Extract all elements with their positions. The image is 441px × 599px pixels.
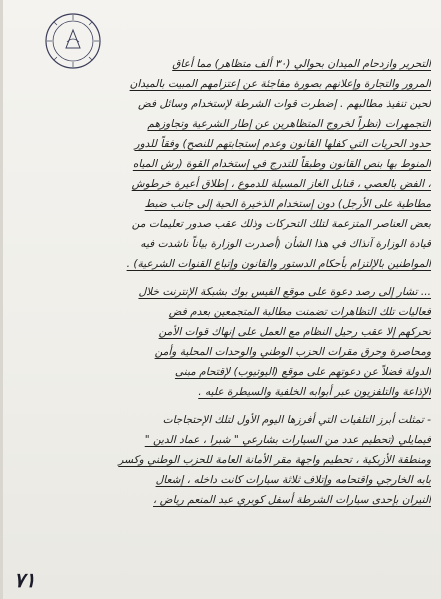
text-line: المواطنين بالإلتزام بأحكام الدستور والقانون وإتباع القنوات الشرعية) . (126, 258, 431, 270)
text-line: التحرير وازدحام الميدان بحوالي (٣٠ ألف متظاهر) مما أعاق (172, 58, 431, 70)
text-line: بابه الخارجي واقتحامه وإتلاف ثلاثة سيارات كانت داخله ، إشعال (155, 474, 431, 486)
text-line: ، الفض بالعصي ، قنابل الغاز المسيلة للدموع ، إطلاق أعيرة خرطوش (131, 178, 431, 190)
text-line: الدولة فضلاً عن دعوتهم على موقع (اليوتيوب) لإقتحام مبنى (174, 366, 431, 378)
paragraph-gap (12, 274, 431, 282)
page-number: ٧١ (14, 568, 36, 592)
text-line: تحركهم إلا عقب رحيل النظام مع العمل على إنهاك قوات الأمن (158, 326, 431, 338)
text-line: فعاليات تلك التظاهرات تضمنت مطالبة المتجمعين بعدم فض (168, 306, 431, 318)
text-line: لحين تنفيذ مطالبهم . إضطرت قوات الشرطة لإستخدام وسائل فض (138, 98, 431, 110)
text-line: مطاطية على الأرجل) دون إستخدام الذخيرة الحية إلى جانب ضبط (144, 198, 431, 210)
text-line: - تمثلت أبرز التلفيات التي أفرزها اليوم الأول لتلك الإحتجاجات (162, 414, 431, 426)
text-line: ... تشار إلى رصد دعوة على موقع الفيس بوك بشبكة الإنترنت خلال (138, 286, 431, 298)
paragraph-gap (12, 402, 431, 410)
text-line: المرور والتجارة وإعلانهم بصورة مفاجئة عن إعتزامهم المبيت بالميدان (129, 78, 431, 90)
text-line: قيادة الوزارة آنذاك في هذا الشأن (أصدرت الوزارة بياناً ناشدت فيه (140, 238, 431, 250)
text-line: المنوط بها بنص القانون وطبقاً للتدرج في إستخدام القوة (رش المياه (132, 158, 431, 170)
text-line: بعض العناصر المتزعمة لتلك التحركات وذلك عقب صدور تعليمات من (131, 218, 431, 230)
text-line: ومنطقة الأزبكية ، تحطيم واجهة مقر الأمانة العامة للحزب الوطني وكسر (118, 454, 431, 466)
text-line: التجمهرات (نظراً لخروج المتظاهرين عن إطار الشرعية وتجاوزهم (147, 118, 431, 130)
text-line: النيران بإحدى سيارات الشرطة أسفل كوبري عبد المنعم رياض ، (153, 494, 431, 506)
text-line: حدود الحريات التي كفلها القانون وعدم إستجابتهم للنصح) وفقاً للدور (134, 138, 431, 150)
scan-edge (0, 0, 3, 599)
document-body (12, 54, 431, 510)
text-line: ومحاصرة وحرق مقرات الحزب الوطني والوحدات المحلية وأمن (154, 346, 431, 358)
text-line: الإذاعة والتلفزيون عبر أبوابه الخلفية والسيطرة عليه . (198, 386, 431, 398)
text-line: فيمايلي (تحطيم عدد من السيارات بشارعي " شبرا ، عماد الدين " (144, 434, 431, 446)
